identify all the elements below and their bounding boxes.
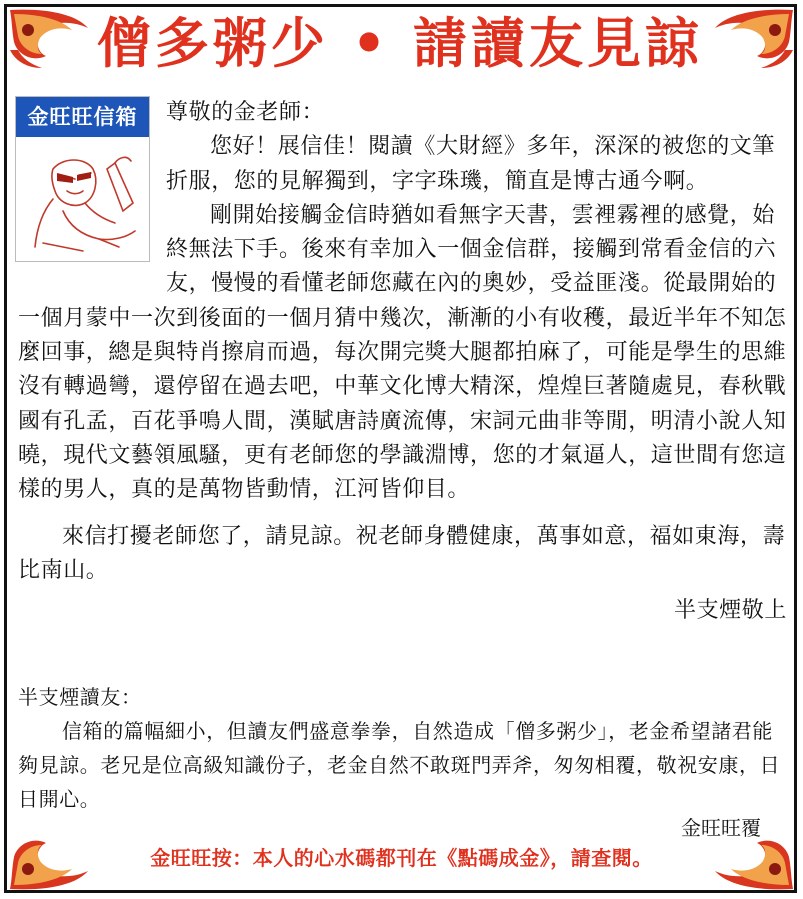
footer-note: 金旺旺按：本人的心水碼都刊在《點碼成金》，請查閱。 [150,846,653,870]
column-badge-title: 金旺旺信箱 [16,97,149,137]
letter-signature: 半支煙敬上 [673,598,787,624]
reply-signature: 金旺旺覆 [681,816,761,840]
reply-section [18,680,790,816]
reply-salutation: 半支煙讀友： [18,685,142,709]
letter-body [18,96,793,628]
letter-paragraph: 來信打擾老師您了，請見諒。祝老師身體健康，萬事如意，福如東海，壽比南山。 [18,523,786,583]
headline: 僧多粥少 • 請讀友見諒 [96,12,704,75]
letter-paragraph: 剛開始接觸金信時猶如看無字天書，雲裡霧裡的感覺，始終無法下手。後來有幸加入一個金信群，接觸到常看金信的六友，慢慢的看懂老師您藏在內的奧妙，受益匪淺。從最開始的一個月蒙中一次到後面的一個月猜中幾次，漸漸的小有收穫，最近半年不知怎麼回事，總是與特肖擦肩而過，每次開完獎大腿都拍麻了，可能是學生的思維沒有轉過彎，還停留在過去吧，中華文化博大精深，煌煌巨著隨處見，春秋戰國有孔孟，百花爭鳴人間，漢賦唐詩廣流傳，宋詞元曲非等閒，明清小說人知曉，現代文藝領風騷，更有老師您的學識淵博，您的才氣逼人，這世間有您這樣的男人，真的是萬物皆動情，江河皆仰目。 [18,202,787,503]
ornament-corner-icon [711,6,797,72]
letter-salutation: 尊敬的金老師： [166,100,325,125]
letter-paragraph: 您好！展信佳！閱讀《大財經》多年，深深的被您的文筆折服，您的見解獨到，字字珠璣，簡直是博古通今啊。 [166,134,776,194]
reply-paragraph: 信箱的篇幅細小，但讀友們盛意拳拳，自然造成「僧多粥少」，老金希望諸君能夠見諒。老兄是位高級知識份子，老金自然不敢斑門弄斧，匆匆相覆，敬祝安康，日日開心。 [18,719,781,811]
badge-spacer [18,130,166,300]
